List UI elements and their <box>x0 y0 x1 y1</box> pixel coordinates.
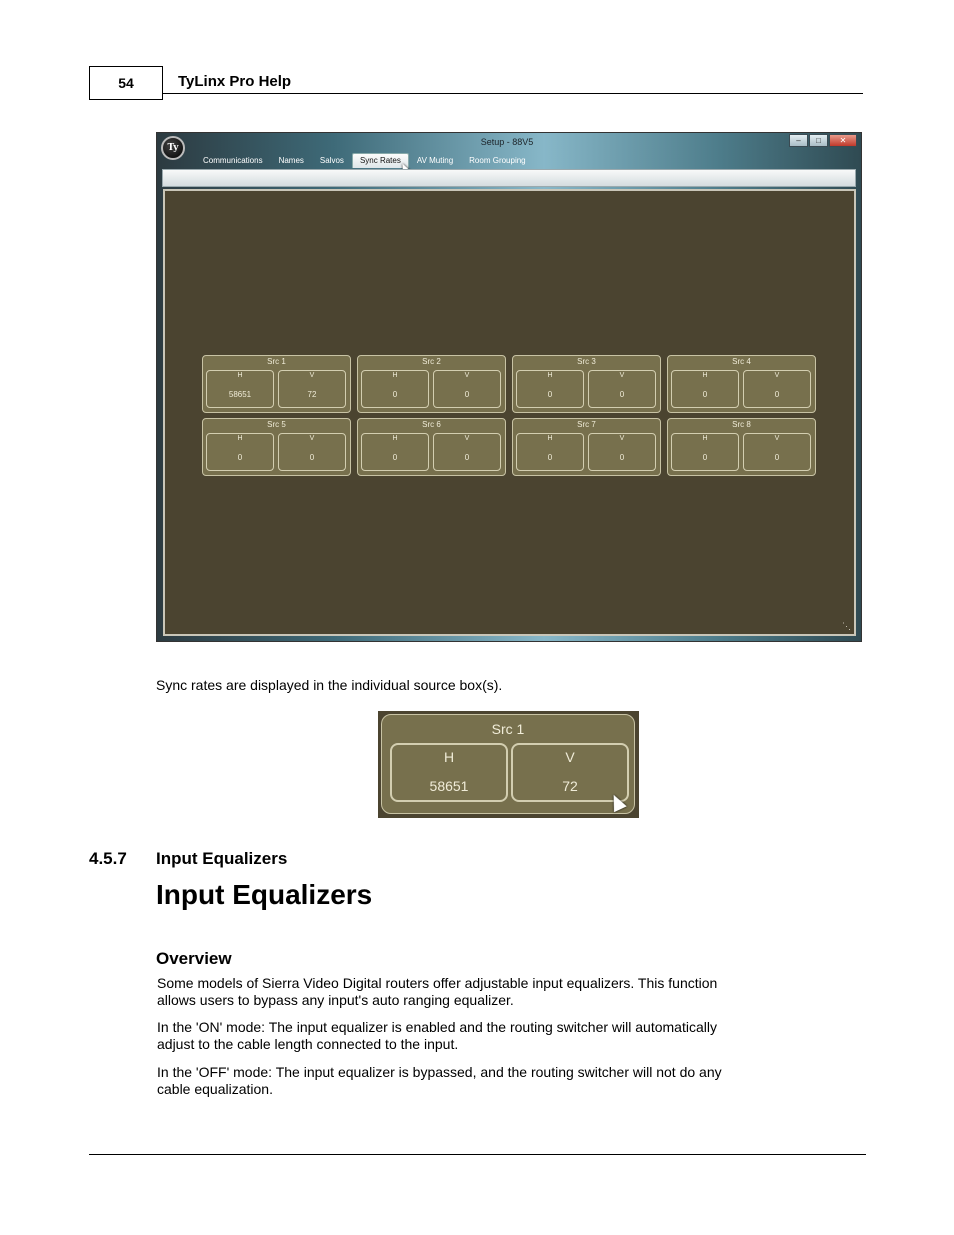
h-label: H <box>547 372 553 379</box>
v-rate-field[interactable] <box>588 370 656 408</box>
source-name: Src 2 <box>422 357 441 366</box>
window-title: Setup - 88V5 <box>480 137 534 147</box>
h-rate-field[interactable] <box>206 370 274 408</box>
minimize-icon[interactable]: – <box>789 134 808 147</box>
source-box <box>512 418 661 476</box>
source-name: Src 4 <box>732 357 751 366</box>
v-rate-field[interactable] <box>278 433 346 471</box>
source-name: Src 3 <box>577 357 596 366</box>
section-number: 4.5.7 <box>89 849 127 868</box>
tab-communications[interactable]: Communications <box>203 156 263 165</box>
v-value: 0 <box>619 390 625 399</box>
v-value: 0 <box>774 453 780 462</box>
v-value: 0 <box>464 390 470 399</box>
v-label: V <box>309 372 315 379</box>
h-value: 58651 <box>228 390 252 399</box>
paragraph: In the 'OFF' mode: The input equalizer is bypassed, and the routing switcher will not do any cable equalization. <box>157 1064 722 1097</box>
v-rate-field[interactable] <box>278 370 346 408</box>
source-name: Src 7 <box>577 420 596 429</box>
source-box <box>357 355 506 413</box>
v-label: V <box>464 435 470 442</box>
page-title: Input Equalizers <box>156 879 373 910</box>
v-value: 0 <box>619 453 625 462</box>
v-rate-field[interactable] <box>743 433 811 471</box>
v-rate-field[interactable] <box>588 433 656 471</box>
h-value: 0 <box>392 390 398 399</box>
h-rate-field[interactable] <box>206 433 274 471</box>
zoomed-source-box <box>381 714 635 814</box>
zoomed-source-screenshot <box>378 711 639 818</box>
footer-rule <box>89 1154 866 1155</box>
v-label: V <box>464 372 470 379</box>
v-rate-field[interactable] <box>743 370 811 408</box>
caption: Sync rates are displayed in the individual source box(s). <box>156 677 503 693</box>
setup-window-screenshot <box>156 132 862 642</box>
page-number: 54 <box>89 66 163 100</box>
paragraph: In the 'ON' mode: The input equalizer is enabled and the routing switcher will automatically adjust to the cable length connected to the input. <box>157 1019 717 1052</box>
h-value: 0 <box>392 453 398 462</box>
paragraph: Some models of Sierra Video Digital routers offer adjustable input equalizers. This function allows users to bypass any input's auto ranging equalizer. <box>157 975 718 1008</box>
maximize-icon[interactable]: □ <box>809 134 828 147</box>
v-value: 72 <box>307 390 317 399</box>
source-box <box>202 418 351 476</box>
tab-room-grouping[interactable]: Room Grouping <box>469 156 526 165</box>
h-label: H <box>702 435 708 442</box>
h-label: H <box>392 372 398 379</box>
h-label: H <box>237 372 243 379</box>
v-value: 0 <box>309 453 315 462</box>
toolbar <box>162 169 856 187</box>
h-rate-field[interactable] <box>361 433 429 471</box>
h-label: H <box>702 372 708 379</box>
v-label: V <box>774 372 780 379</box>
section-heading <box>89 849 287 869</box>
v-label: V <box>619 435 625 442</box>
zoomed-source-name: Src 1 <box>491 721 525 737</box>
zoomed-v-label: V <box>565 749 575 765</box>
h-label: H <box>547 435 553 442</box>
source-box <box>512 355 661 413</box>
v-value: 0 <box>774 390 780 399</box>
v-rate-field[interactable] <box>433 433 501 471</box>
sync-rates-panel <box>163 189 856 636</box>
zoomed-v-field[interactable] <box>511 743 629 802</box>
resize-grip-icon[interactable]: ⋱ <box>842 621 851 631</box>
source-box <box>202 355 351 413</box>
zoomed-h-value: 58651 <box>429 778 469 794</box>
h-value: 0 <box>547 390 553 399</box>
v-label: V <box>619 372 625 379</box>
overview-heading: Overview <box>156 949 232 968</box>
v-label: V <box>309 435 315 442</box>
section-heading-text: Input Equalizers <box>156 849 288 868</box>
source-name: Src 6 <box>422 420 441 429</box>
source-name: Src 5 <box>267 420 286 429</box>
tab-names[interactable]: Names <box>278 156 304 165</box>
h-rate-field[interactable] <box>516 433 584 471</box>
h-label: H <box>392 435 398 442</box>
tab-av-muting[interactable]: AV Muting <box>416 156 454 165</box>
h-rate-field[interactable] <box>671 433 739 471</box>
window-controls <box>789 134 857 147</box>
source-box <box>667 418 816 476</box>
source-box <box>357 418 506 476</box>
tab-sync-rates[interactable]: Sync Rates <box>352 153 409 168</box>
source-name: Src 8 <box>732 420 751 429</box>
header-rule <box>163 93 863 94</box>
v-rate-field[interactable] <box>433 370 501 408</box>
close-icon[interactable]: ✕ <box>829 134 857 147</box>
tab-salvos[interactable]: Salvos <box>319 156 344 165</box>
source-name: Src 1 <box>267 357 286 366</box>
h-value: 0 <box>547 453 553 462</box>
source-grid <box>202 355 816 476</box>
tab-bar <box>195 153 534 168</box>
zoomed-h-field[interactable] <box>390 743 508 802</box>
app-logo-icon: Ty <box>161 136 185 160</box>
h-rate-field[interactable] <box>361 370 429 408</box>
v-label: V <box>774 435 780 442</box>
header-title: TyLinx Pro Help <box>178 73 292 90</box>
source-box <box>667 355 816 413</box>
h-value: 0 <box>237 453 243 462</box>
h-label: H <box>237 435 243 442</box>
h-rate-field[interactable] <box>671 370 739 408</box>
zoomed-v-value: 72 <box>562 778 578 794</box>
h-value: 0 <box>702 453 708 462</box>
v-value: 0 <box>464 453 470 462</box>
zoomed-h-label: H <box>443 749 455 765</box>
h-value: 0 <box>702 390 708 399</box>
h-rate-field[interactable] <box>516 370 584 408</box>
